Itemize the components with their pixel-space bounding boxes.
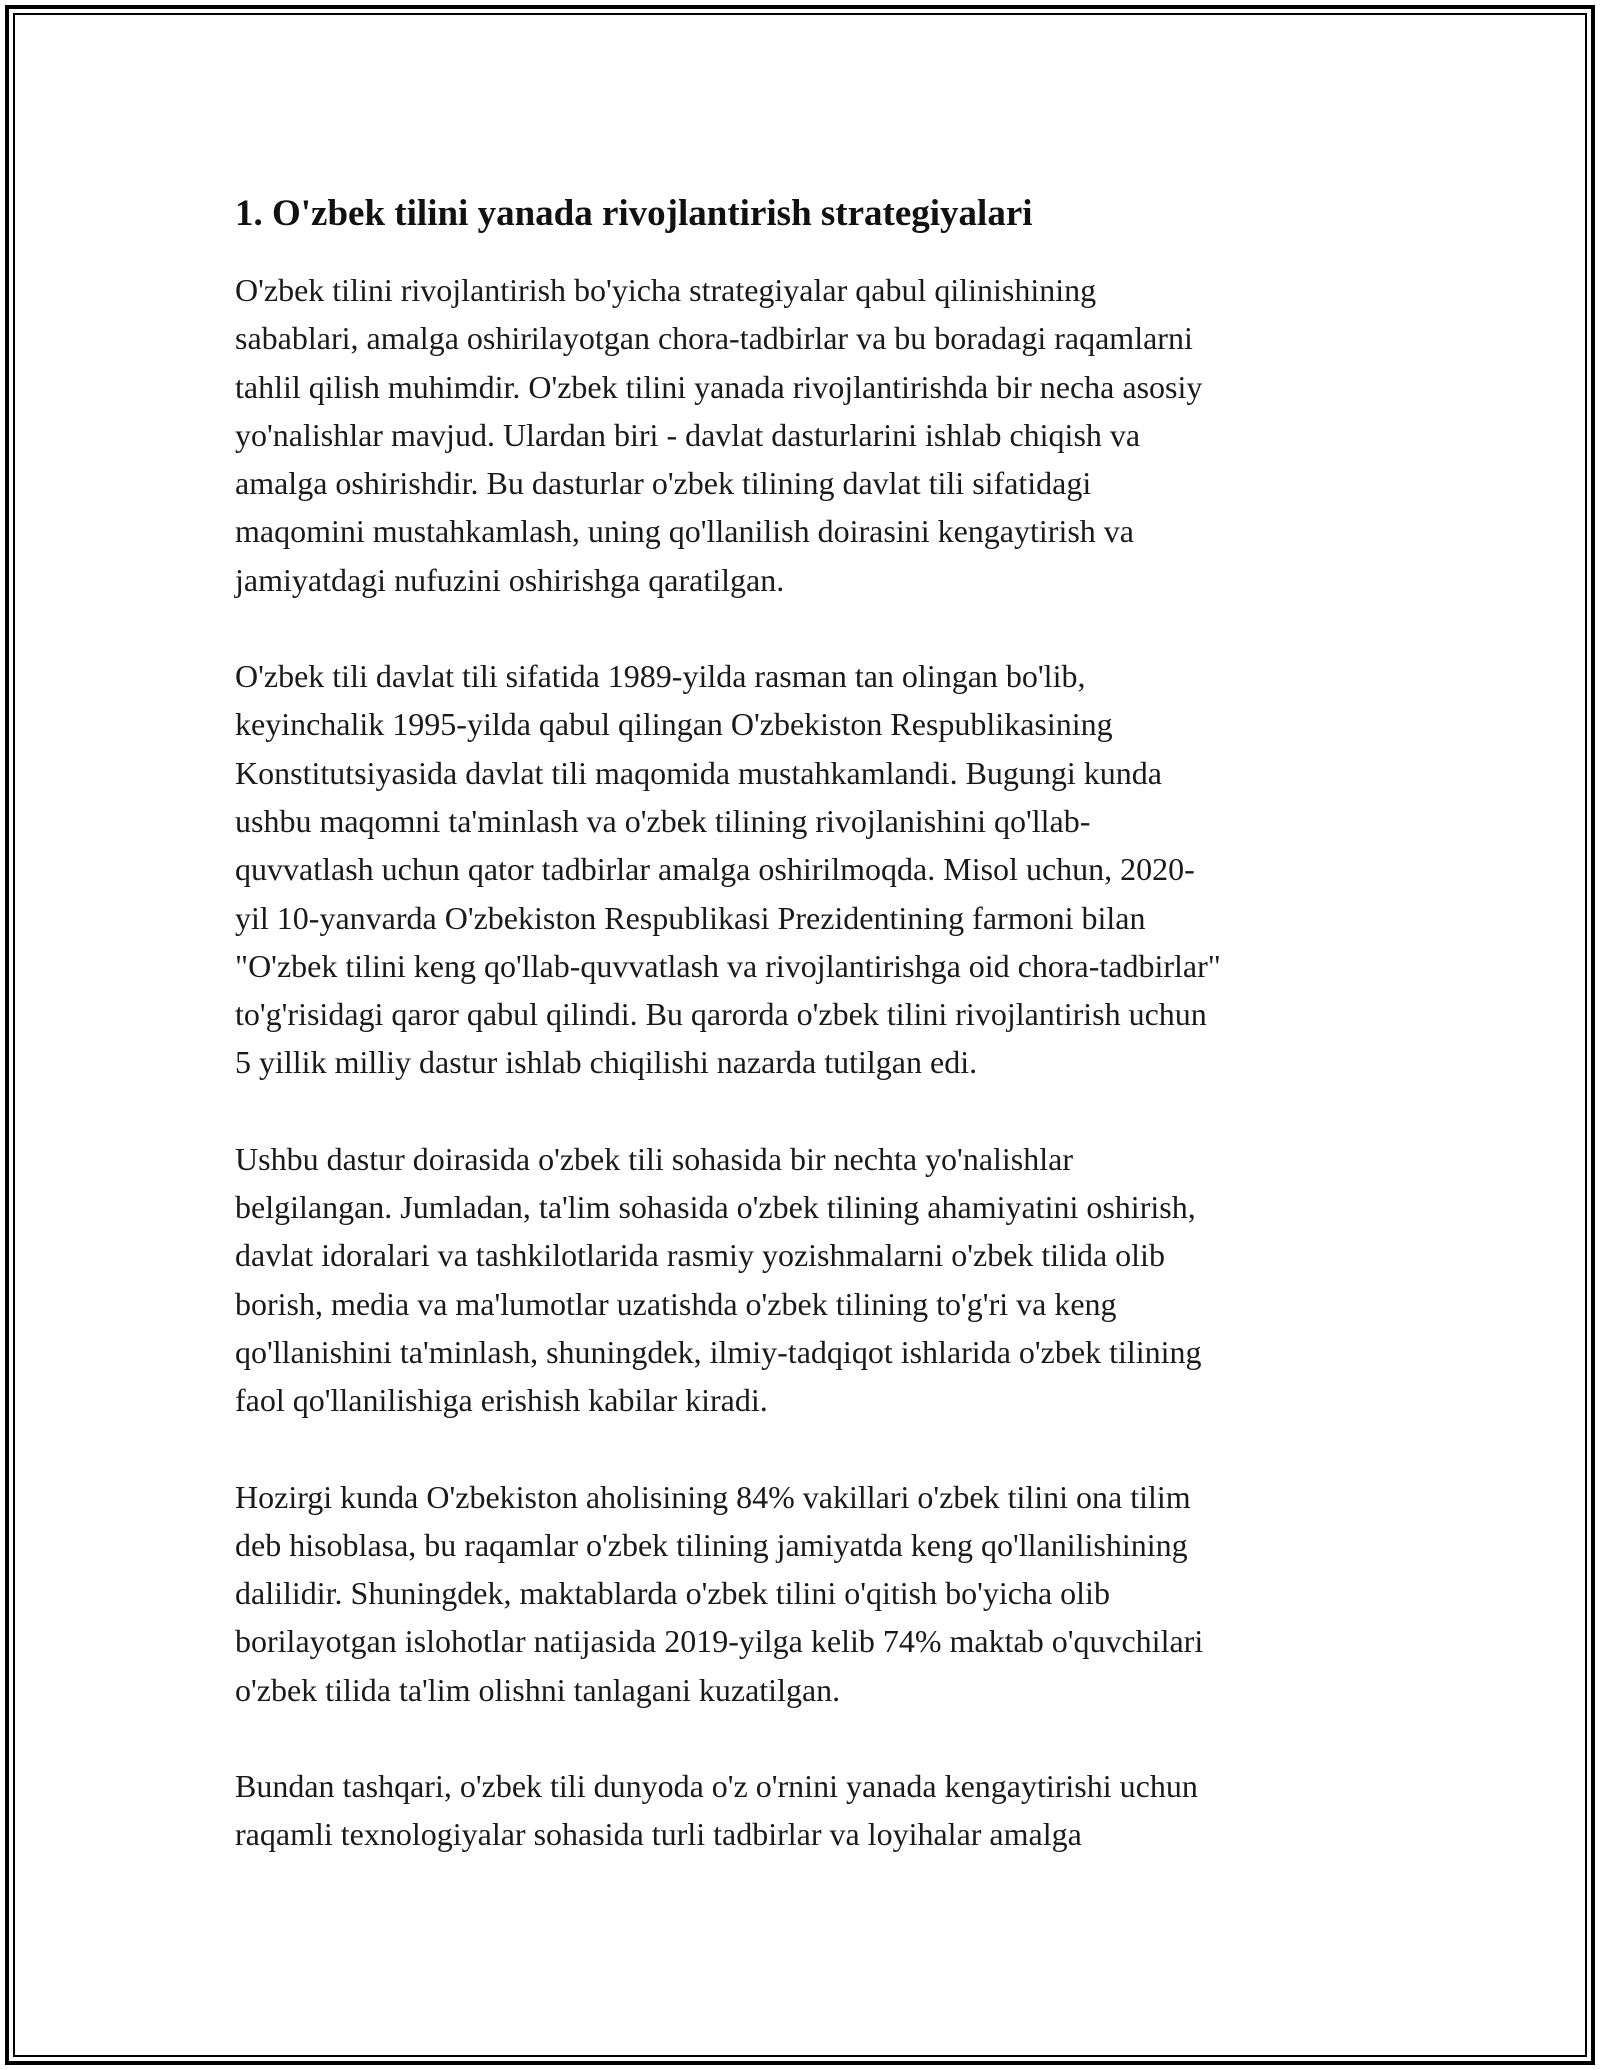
paragraph-2: O'zbek tili davlat tili sifatida 1989-yilda rasman tan olingan bo'lib, keyinchalik 1995-yilda qabul qilingan O'zbekiston Respublikasining Konstitutsiyasida davlat tili maqomida mustahkamlandi. Bugungi kunda ushbu maqomni ta'minlash va o'zbek tilining rivojlanishini qo'llab- quvvatlash uchun qator tadbirlar amalga oshirilmoqda. Misol uchun, 2020- yil 10-yanvarda O'zbekiston Respublikasi Prezidentining farmoni bilan "O'zbek tilini keng qo'llab-quvvatlash va rivojlantirishga oid chora-tadbirlar" to'g'risidagi qaror qabul qilindi. Bu qarorda o'zbek tilini rivojlantirish uchun 5 yillik milliy dastur ishlab chiqilishi nazarda tutilgan edi. [235,658,1221,1081]
document-body [235,188,1395,1907]
paragraph-4: Hozirgi kunda O'zbekiston aholisining 84% vakillari o'zbek tilini ona tilim deb hisoblasa, bu raqamlar o'zbek tilining jamiyatda keng qo'llanilishining dalilidir. Shuningdek, maktablarda o'zbek tilini o'qitish bo'yicha olib borilayotgan islohotlar natijasida 2019-yilga kelib 74% maktab o'quvchilari o'zbek tilida ta'lim olishni tanlagani kuzatilgan. [235,1478,1204,1708]
paragraph-3: Ushbu dastur doirasida o'zbek tili sohasida bir nechta yo'nalishlar belgilangan. Jumladan, ta'lim sohasida o'zbek tilining ahamiyatini oshirish, davlat idoralari va tashkilotlarida rasmiy yozishmalarni o'zbek tilida olib borish, media va ma'lumotlar uzatishda o'zbek tilining to'g'ri va keng qo'llanishini ta'minlash, shuningdek, ilmiy-tadqiqot ishlarida o'zbek tilining faol qo'llanilishiga erishish kabilar kiradi. [235,1140,1202,1419]
paragraph-5: Bundan tashqari, o'zbek tili dunyoda o'z o'rnini yanada kengaytirishi uchun raqamli texnologiyalar sohasida turli tadbirlar va loyihalar amalga [235,1768,1198,1853]
section-title: 1. O'zbek tilini yanada rivojlantirish strategiyalari [235,193,1033,234]
paragraph-1: O'zbek tilini rivojlantirish bo'yicha strategiyalar qabul qilinishining sabablari, amalga oshirilayotgan chora-tadbirlar va bu boradagi raqamlarni tahlil qilish muhimdir. O'zbek tilini yanada rivojlantirishda bir necha asosiy yo'nalishlar mavjud. Ulardan biri - davlat dasturlarini ishlab chiqish va amalga oshirishdir. Bu dasturlar o'zbek tilining davlat tili sifatidagi maqomini mustahkamlash, uning qo'llanilish doirasini kengaytirish va jamiyatdagi nufuzini oshirishga qaratilgan. [235,272,1203,598]
